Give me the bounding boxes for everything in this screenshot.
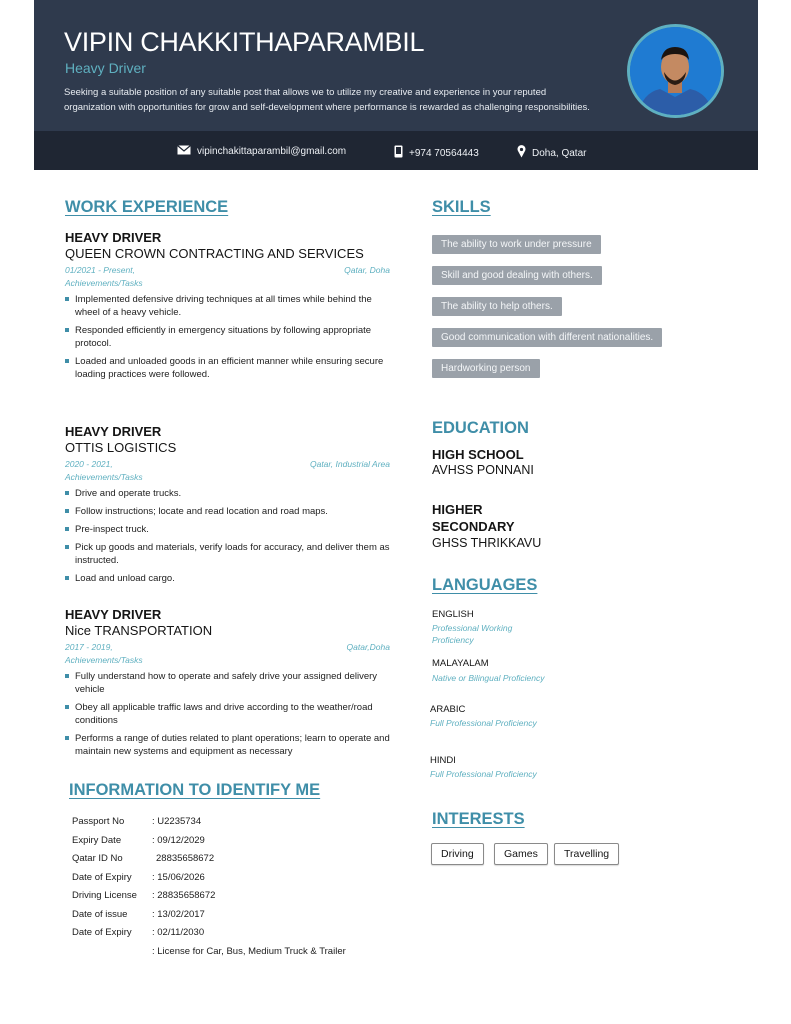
info-label: Date of Expiry xyxy=(72,871,132,883)
job-bullet: Drive and operate trucks. xyxy=(65,487,390,500)
languages-heading: LANGUAGES xyxy=(432,576,538,594)
language-level: Full Professional Proficiency xyxy=(430,769,537,779)
job-location: Qatar,Doha xyxy=(346,642,390,652)
job-dates: 01/2021 - Present, xyxy=(65,265,135,275)
interests-heading: INTERESTS xyxy=(432,810,525,828)
education-level: HIGHER SECONDARY xyxy=(432,502,515,534)
location-text: Doha, Qatar xyxy=(532,147,587,159)
language-level: Native or Bilingual Proficiency xyxy=(432,673,545,683)
skill-tag: The ability to work under pressure xyxy=(432,235,601,254)
info-value: : 02/11/2030 xyxy=(152,927,205,938)
job-title: HEAVY DRIVER xyxy=(65,424,162,439)
language-level: Professional Working Proficiency xyxy=(432,623,513,645)
job-location: Qatar, Industrial Area xyxy=(309,459,390,469)
job-title: HEAVY DRIVER xyxy=(65,607,162,622)
job-bullet: Implemented defensive driving techniques at all times while behind the wheel of a heavy vehicle. xyxy=(65,293,390,319)
language-name: MALAYALAM xyxy=(432,658,489,669)
job-company: Nice TRANSPORTATION xyxy=(65,623,213,638)
info-value: 28835658672 xyxy=(156,853,215,864)
job-entry xyxy=(65,230,390,386)
skill-tag: Good communication with different nationalities. xyxy=(432,328,662,347)
job-bullet: Loaded and unloaded goods in an efficient manner while ensuring secure loading practices were followed. xyxy=(65,355,390,381)
language-name: HINDI xyxy=(430,755,456,766)
job-title: HEAVY DRIVER xyxy=(65,230,162,245)
profile-summary: Seeking a suitable position of any suitable post that allows we to utilize my creative and experience in your reputed organization with opportunities for grow and self-development where performance is rewarded as challenging responsibilities. xyxy=(64,87,590,113)
job-bullet: Load and unload cargo. xyxy=(65,572,390,585)
skills-heading: SKILLS xyxy=(432,198,491,216)
language-name: ARABIC xyxy=(430,704,466,715)
skill-tag: Skill and good dealing with others. xyxy=(432,266,602,285)
info-value: : License for Car, Bus, Medium Truck & Trailer xyxy=(152,945,346,957)
job-bullet: Obey all applicable traffic laws and drive according to the weather/road conditions xyxy=(65,701,390,727)
job-bullet: Follow instructions; locate and read location and road maps. xyxy=(65,505,390,518)
info-value: : 13/02/2017 xyxy=(152,908,205,920)
info-label: Qatar ID No xyxy=(72,853,123,864)
email-text: vipinchakittaparambil@gmail.com xyxy=(197,146,347,157)
pin-icon xyxy=(517,145,526,161)
info-row xyxy=(72,850,402,869)
contact-phone[interactable] xyxy=(394,145,479,161)
job-bullets xyxy=(65,487,390,585)
work-experience-heading: WORK EXPERIENCE xyxy=(65,198,229,216)
job-meta xyxy=(65,642,390,652)
envelope-icon xyxy=(177,145,191,158)
education-level: HIGH SCHOOL xyxy=(432,447,524,462)
job-bullet: Fully understand how to operate and safely drive your assigned delivery vehicle xyxy=(65,670,390,696)
language-name: ENGLISH xyxy=(432,609,474,620)
info-value: : U2235734 xyxy=(152,816,202,827)
resume-header xyxy=(34,0,758,131)
job-bullet: Pre-inspect truck. xyxy=(65,523,390,536)
info-row xyxy=(72,813,402,832)
candidate-role: Heavy Driver xyxy=(65,60,146,76)
job-company: QUEEN CROWN CONTRACTING AND SERVICES xyxy=(65,246,364,261)
interest-tag: Travelling xyxy=(554,843,619,865)
info-label: Driving License xyxy=(72,890,137,901)
job-entry xyxy=(65,424,390,590)
job-dates: 2017 - 2019, xyxy=(65,642,113,652)
contact-email[interactable] xyxy=(177,145,346,158)
job-company: OTTIS LOGISTICS xyxy=(65,440,177,455)
interest-tag: Driving xyxy=(431,843,484,865)
job-meta xyxy=(65,459,390,469)
contact-location xyxy=(517,145,586,161)
info-row xyxy=(72,832,402,851)
job-meta xyxy=(65,265,390,275)
job-bullet: Pick up goods and materials, verify loads for accuracy, and deliver them as instructed. xyxy=(65,541,390,567)
profile-photo xyxy=(627,24,724,118)
info-value: : 28835658672 xyxy=(152,890,216,901)
identity-info-heading: INFORMATION TO IDENTIFY ME xyxy=(69,781,321,799)
info-label: Expiry Date xyxy=(72,834,122,846)
candidate-name: VIPIN CHAKKITHAPARAMBIL xyxy=(64,27,425,57)
identity-info-table xyxy=(72,813,402,961)
job-entry xyxy=(65,607,390,763)
job-bullets xyxy=(65,293,390,381)
info-value: : 15/06/2026 xyxy=(152,871,205,883)
info-value: : 09/12/2029 xyxy=(152,834,205,846)
phone-text: +974 70564443 xyxy=(409,147,479,159)
skill-tag: Hardworking person xyxy=(432,359,540,378)
job-bullets xyxy=(65,670,390,758)
job-subheading: Achievements/Tasks xyxy=(65,655,143,665)
job-dates: 2020 - 2021, xyxy=(65,459,113,469)
language-level: Full Professional Proficiency xyxy=(430,718,537,728)
info-row xyxy=(72,906,402,925)
education-school: GHSS THRIKKAVU xyxy=(432,536,542,550)
skill-tag: The ability to help others. xyxy=(432,297,562,316)
info-row xyxy=(72,887,402,906)
info-row xyxy=(72,869,402,888)
info-label xyxy=(72,943,152,962)
info-label: Date of Expiry xyxy=(72,927,132,938)
education-heading: EDUCATION xyxy=(432,419,529,437)
job-subheading: Achievements/Tasks xyxy=(65,472,143,482)
education-school: AVHSS PONNANI xyxy=(432,463,534,477)
phone-icon xyxy=(394,145,403,161)
job-subheading: Achievements/Tasks xyxy=(65,278,143,288)
info-label: Passport No xyxy=(72,816,125,827)
job-bullet: Responded efficiently in emergency situations by following appropriate protocol. xyxy=(65,324,390,350)
info-row xyxy=(72,924,402,943)
interest-tag: Games xyxy=(494,843,548,865)
info-row xyxy=(72,943,402,962)
info-label: Date of issue xyxy=(72,908,128,920)
job-bullet: Performs a range of duties related to plant operations; learn to operate and maintain new systems and equipment as necessary xyxy=(65,732,390,758)
contact-bar xyxy=(34,131,758,170)
job-location: Qatar, Doha xyxy=(344,265,390,275)
